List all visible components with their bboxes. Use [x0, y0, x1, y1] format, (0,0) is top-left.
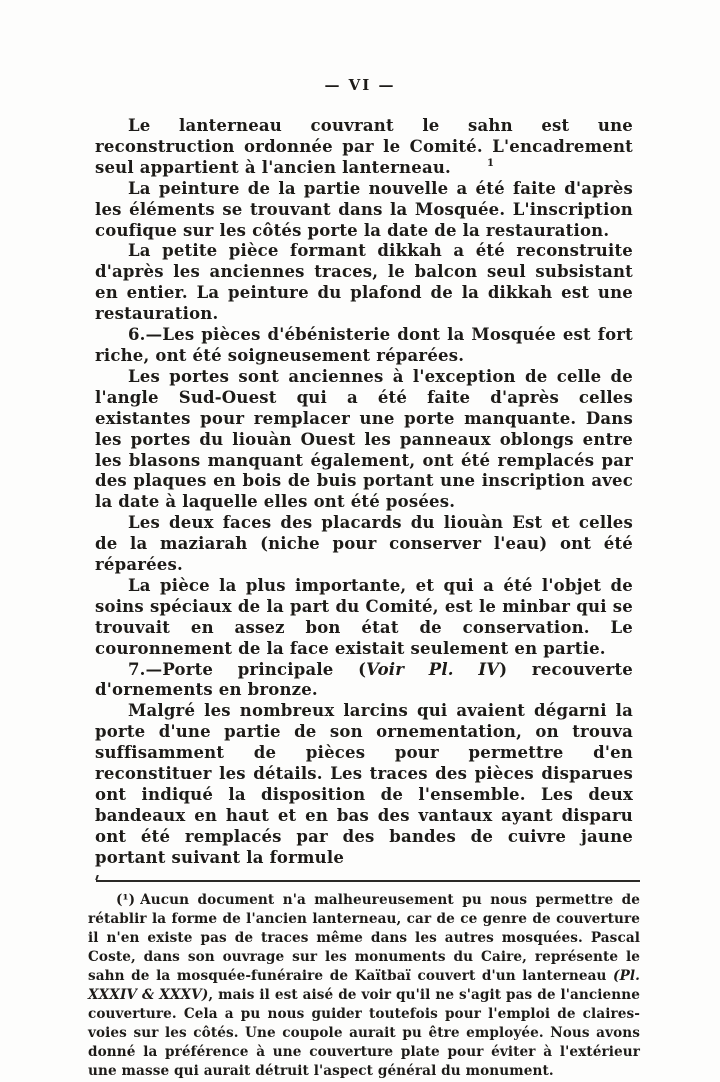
footnote-paragraph — [88, 891, 640, 1081]
paragraph-text: Le lanterneau couvrant le sahn est une reconstruction ordonnée par le Comité. L'encadrement seul appartient à l'ancien lanterneau. — [95, 116, 633, 177]
footnote-text: , mais il est aisé de voir qu'il ne s'agit pas de l'ancienne couverture. Cela a pu nous guider toutefois pour l'emploi de claires-voies sur les côtés. Une coupole aurait pu être employée. Nous avons donné la préférence à une couverture plate pour éviter à l'extérieur une masse qui aurait détruit l'aspect général du monument. — [88, 986, 640, 1079]
paragraph-lanterneau: Le lanterneau couvrant le sahn est une reconstruction ordonnée par le Comité. L'encadrement seul appartient à l'ancien lanterneau. 1 — [95, 116, 633, 177]
plate-reference-italic: (Pl. XXXIV & XXXV) — [88, 967, 640, 1003]
footnote-marker: (¹) — [116, 891, 136, 908]
paragraph-text: 7.—Porte principale ( — [128, 659, 367, 679]
body-text-column — [95, 116, 633, 869]
paragraph-peinture: La peinture de la partie nouvelle a été faite d'après les éléments se trouvant dans la Mosquée. L'inscription coufique sur les côtés porte la date de la restauration. — [95, 178, 633, 240]
paragraph-malgre-larcins: Malgré les nombreux larcins qui avaient dégarni la porte d'une partie de son ornementation, on trouva suffisamment de pièces pour permettre d'en reconstituer les détails. Les traces des pièces disparues ont indiqué la disposition de l'ensemble. Les deux bandeaux en haut et en bas des vantaux ayant disparu ont été remplacés par des bandes de cuivre jaune portant suivant la formule — [95, 701, 633, 867]
paragraph-text: ) recouverte d'ornements en bronze. — [95, 659, 633, 700]
paragraph-dikkah: La petite pièce formant dikkah a été reconstruite d'après les anciennes traces, le balcon seul subsistant en entier. La peinture du plafond de la dikkah est une restauration. — [95, 241, 633, 324]
paragraph-minbar: La pièce la plus importante, et qui a été l'objet de soins spéciaux de la part du Comité, est le minbar qui se trouvait en assez bon état de conservation. Le couronnement de la face existait seulement en partie. — [95, 575, 633, 658]
paragraph-item-6-ebenisterie: 6.—Les pièces d'ébénisterie dont la Mosquée est fort riche, ont été soigneusement réparées. — [95, 325, 633, 365]
plate-reference-italic: Voir Pl. IV — [366, 659, 500, 679]
footnote-text: Aucun document n'a malheureusement pu nous permettre de rétablir la forme de l'ancien lanterneau, car de ce genre de couverture il n'en existe pas de traces même dans les autres mosquées. Pascal Coste, dans son ouvrage sur les monuments du Caire, représente le sahn de la mosquée-funéraire de Kaïtbaï couvert d'un lanterneau — [88, 891, 640, 984]
paragraph-item-7-porte-principale — [95, 660, 633, 702]
footnote — [88, 891, 640, 1081]
footnote-separator-rule — [96, 880, 640, 882]
paragraph-portes: Les portes sont anciennes à l'exception de celle de l'angle Sud-Ouest qui a été faite d'après celles existantes pour remplacer une porte manquante. Dans les portes du liouàn Ouest les panneaux oblongs entre les blasons manquant également, ont été remplacés par des plaques en bois de buis portant une inscription avec la date à laquelle elles ont été posées. — [95, 366, 633, 512]
page-number-header: — VI — — [324, 76, 396, 94]
paragraph-placards: Les deux faces des placards du liouàn Est et celles de la maziarah (niche pour conserver l'eau) ont été réparées. — [95, 513, 633, 575]
